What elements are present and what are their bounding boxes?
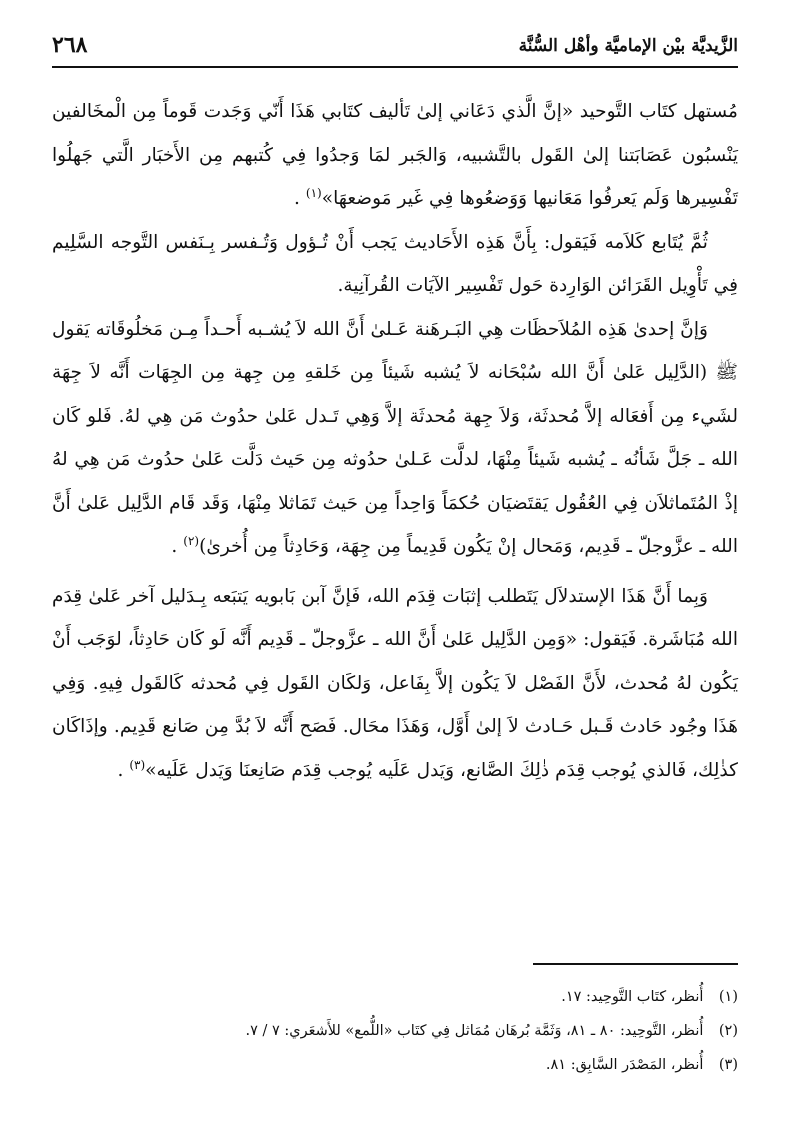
- paragraph-tail: .: [117, 759, 124, 781]
- footnote-text: أُنظر، كتَاب التَّوحِيد: ١٧.: [561, 989, 704, 1005]
- paragraph-text: وَإنَّ إحدىٰ هَذِه المُلاَحظَات هِي البَـرهَنة عَـلىٰ أَنَّ الله لاَ يُشـبه أَحـداً مِـن مَخلُوقَاته يَقول ﷺ (الدَّلِيل عَلىٰ أَنَّ الله سُبْحَانه لاَ يُشبه شَيئاً مِن خَلقهِ مِن جِهة مِن الجِهَات أَنَّه لاَ جِهَة لشَيء مِن أَفعَاله إلاَّ مُحدثَة، وَلاَ جِهة مُحدثَة إلاَّ وَهِي تَـدل عَلىٰ حدُوث مَن هِي لهُ. فَلو كَان الله ـ جَلَّ شَأنُه ـ يُشبه شَيئاً مِنْهَا، لدلَّت عَـلىٰ حدُوثه مِن حَيث دَلَّت عَلىٰ حدُوث مَن هِي لهُ إذْ المُتَماثلاَن فِي العُقُول يَقتَضيَان حُكمَاً وَاحِداً مِن حَيث تَمَاثلا مِنْهَا، وَقَد قَام الدَّلِيل عَلىٰ أَنَّ الله ـ عزَّوجلّ ـ قَدِيم، وَمَحال إنْ يَكُون قَدِيماً مِن جِهَة، وَحَادِثاً مِن أُخرىٰ): [52, 318, 738, 557]
- paragraph: [52, 308, 738, 569]
- running-header: [52, 30, 738, 68]
- footnote-separator: [533, 963, 738, 965]
- page-number: ٢٦٨: [52, 32, 88, 58]
- paragraph: [52, 221, 738, 308]
- footnote-item: [52, 980, 738, 1014]
- running-title: الزَّيديَّة بيْن الإماميَّة وأهْل السُّنَّة: [518, 36, 738, 56]
- paragraph-tail: .: [294, 188, 300, 209]
- main-text: [52, 90, 738, 792]
- footnote-number: (٢): [718, 1023, 738, 1039]
- footnote-number: (٣): [718, 1057, 738, 1073]
- footnote-reference[interactable]: (٣): [129, 757, 146, 772]
- paragraph-tail: .: [171, 536, 178, 557]
- footnote-reference[interactable]: (١): [305, 185, 322, 200]
- footnote-item: [52, 1014, 738, 1048]
- footnote-number: (١): [718, 989, 738, 1005]
- footnote-reference[interactable]: (٢): [183, 533, 200, 548]
- paragraph-text: وَبِما أَنَّ هَذَا الإستدلاَل يَتَطلب إثبَات قِدَم الله، فَإنَّ آبن بَابويه يَتبَعه بِـدَليل آخر عَلىٰ قِدَم الله مُبَاشَرة. فَيَقول: «وَمِن الدَّلِيل عَلىٰ أَنَّ الله ـ عزَّوجلّ ـ قَدِيم أَنَّه لَو كَان حَادِثاً، لوَجَب أَنْ يَكُون لهُ مُحدث، لأَنَّ الفَصْل لاَ يَكُون إلاَّ بِفَاعل، وَلكَان القَول فِي مُحدثه كَالقَول فِيهِ. وَفِي هَذَا وجُود حَادث قَـبل حَـادث لاَ إلىٰ أَوَّل، وَهَذَا محَال. فَصَح أَنَّه لاَ بُدَّ مِن صَانع قَدِيم. وإذَاكَان كذٰلِك، فَالذي يُوجب قِدَم ذٰلِكَ الصَّانع، وَيَدل عَلَيه يُوجب قِدَم صَانِعنَا وَيَدل عَلَيه»: [52, 585, 738, 781]
- paragraph-text: مُستهل كتَاب التَّوحيد «إنَّ الَّذي دَعَاني إلىٰ تَأليف كتَابي هَذَا أَنّي وَجَدت قَوماً مِن الْمخَالفين يَنْسبُون عَصَابَتنا إلىٰ القَول بالتَّشبيه، وَالجَبر لمَا وَجدُوا فِي كُتبهم مِن الأَخبَار الَّتي جَهلُوا تَفْسِيرها وَلَم يَعرفُوا مَعَانيها وَوَضعُوها فِي غَير مَوضعهَا»: [52, 101, 738, 209]
- paragraph: [52, 575, 738, 793]
- paragraph: [52, 90, 738, 221]
- footnote-item: [52, 1048, 738, 1082]
- footnote-text: أُنظر، التَّوحِيد: ٨٠ ـ ٨١، وَثَمَّة بُرهَان مُمَاثل فِي كتَاب «اللُّمع» للأَشعَري: ٧ / ٧.: [245, 1023, 704, 1039]
- paragraph-text: ثُمَّ يُتَابع كَلاَمه فَيَقول: بِأَنَّ هَذِه الأَحَاديث يَجب أَنْ تُـؤول وَتُـفسر بِـنَفس التَّوجه السَّلِيم فِي تَأْوِيل القَرَائن الوَارِدة حَول تَفْسِير الآيَات القُرآنِية.: [52, 231, 738, 296]
- footnote-text: أُنظر، المَصْدَر السَّابِق: ٨١.: [545, 1057, 704, 1073]
- footnotes: [52, 980, 738, 1082]
